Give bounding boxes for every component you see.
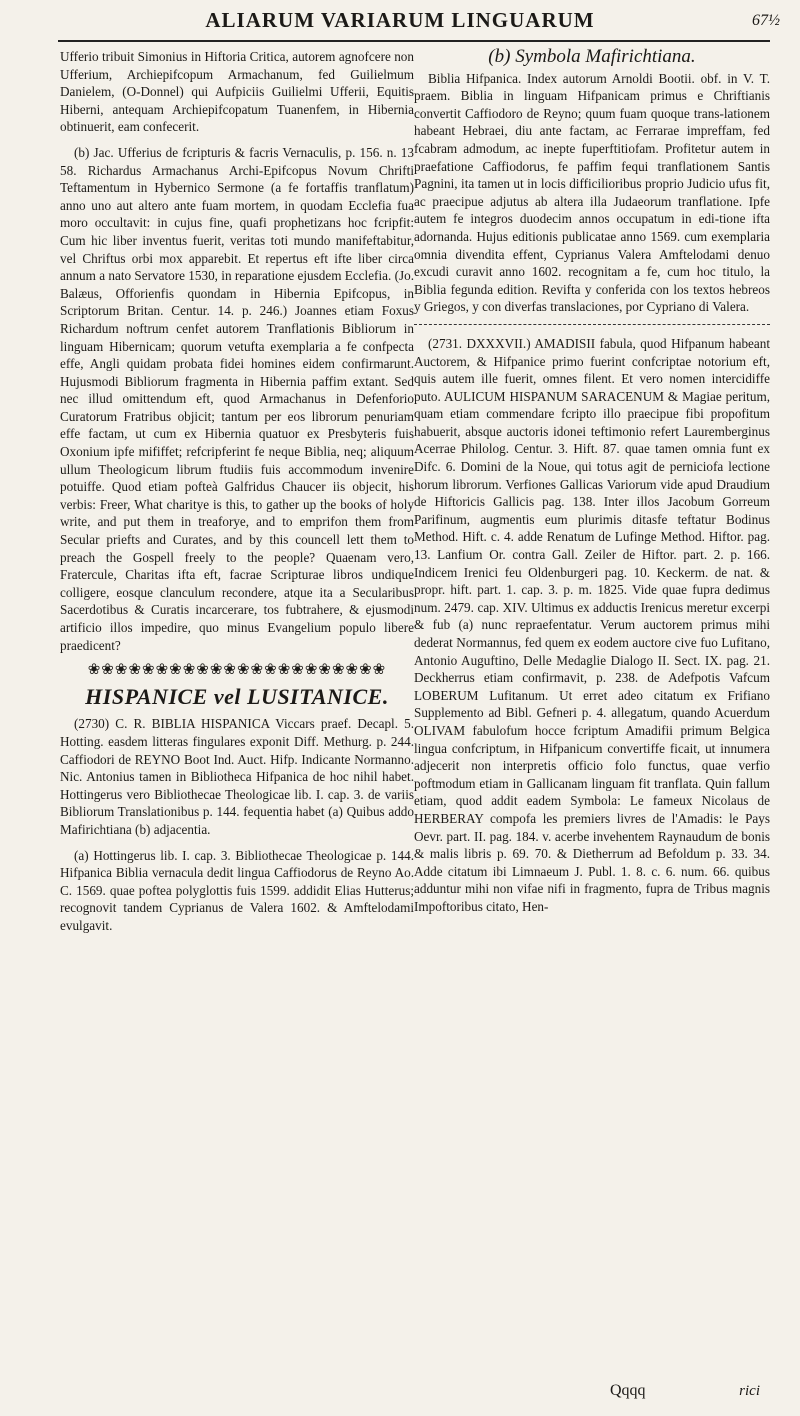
right-paragraph-1: Biblia Hifpanica. Index autorum Arnoldi Bootii. obf. in V. T. praem. Biblia in linguam Hifpanicam primus e Chriftianis convertit Caffiodoro de Reyno; quum fuam quoque trans-lationem habeant Hebraei, diu ante factam, ac Ferrarae impreffam, fed fcabram admodum, ac inepte fuperftitiofam. Profitetur autem in praefatione Caffiodorus, fe paffim fequi tranflationem Santis Pagnini, ita tamen ut in locis difficilioribus proprio Judicio ufus fit, ac praecipue adjutus ab altera illa Judaeorum tranflatione. Ipfe autem fe integros duodecim annos occupatum in edi-tione ifta adornanda. Hujus editionis publicatae anno 1569. cum exemplaria omnia divendita effent, Cyprianus Valera Amftelodami denuo excudi curavit anno 1602. recognitam a fe, cum hoc titulo, la Biblia fegunda edition. Revifta y conferida con los textos hebreos y Griegos, y con diverfas translaciones, por Cypriano di Valera. (414, 70, 770, 315)
left-paragraph-1: Ufferio tribuit Simonius in Hiftoria Critica, autorem agnofcere non Ufferium, Archiepifcopum Armachanum, fed Guilielmum Danielem, (O-Donnel) qui Aufpiciis Guilielmi Ufferii, Equitis Hiberni, antequam Archiepifcopatum Tuanenfem, in Hibernia obtinuerit, eam confecerit. (60, 49, 414, 135)
ornamental-band: ❀❀❀❀❀❀❀❀❀❀❀❀❀❀❀❀❀❀❀❀❀❀ (87, 662, 387, 679)
signature-mark: Qqqq (610, 1382, 646, 1399)
symbola-heading: (b) Symbola Mafirichtiana. (488, 46, 696, 67)
left-paragraph-3: (2730) C. R. BIBLIA HISPANICA Viccars praef. Decapl. 5. Hotting. easdem litteras fingulares exponit Diff. Methurg. p. 244. Caffiodori de REYNO Boot Ind. Auct. Hifp. Indicante Normanno. Nic. Antonius tamen in Bibliotheca Hifpanica de hoc nihil habet. Hottingerus vero Bibliothecae Theologicae lib. I. cap. 3. de variis Bibliorum Translationibus p. 144. fequentia habet (a) Quibus addo Mafirichtiana (b) adjacentia. (60, 716, 414, 837)
divider (414, 324, 770, 325)
page-number: 67½ (752, 12, 780, 29)
left-column (60, 48, 414, 943)
catchword: rici (739, 1383, 760, 1399)
left-footnote: (a) Hottingerus lib. I. cap. 3. Bibliothecae Theologicae p. 144. Hifpanica Biblia vernacula dedit lingua Caffiodorus de Reyno Ao. C. 1569. quae poftea polyglottis fuis 1599. addidit Elias Hutterus; recognovit tandem Cyprianus de Valera 1602. & Amftelodami evulgavit. (60, 847, 414, 933)
section-heading: HISPANICE vel LUSITANICE. (85, 683, 389, 709)
right-column (414, 48, 770, 924)
running-head: ALIARUM VARIARUM LINGUARUM (205, 8, 595, 32)
header-rule (58, 40, 770, 42)
right-paragraph-2: (2731. DXXXVII.) AMADISII fabula, quod Hifpanum habeant Auctorem, & Hifpanice primo fuerint confcriptae notorium eft, quis autem ille fuerit, omnes filent. Et vero nomen intercidiffe puto. AULICUM HISPANUM SARACENUM & Magiae peritum, quam etiam commendare fcripto illo praecipue fibi propofitum habuerit, absque auctoris idonei teftimonio refert Lauremberginus Acerrae Philolog. Centur. 3. Hift. 87. quae tamen omnia funt ex Difc. 6. Domini de la Noue, qui totus agit de perniciofa lectione horum librorum. Verfiones Gallicas Variorum vide apud Draudium de Hiftoricis Gallicis pag. 138. Inter illos Jacobum Gorreum Parifinum, augmentis eum plurimis ditasfe teftatur Bodinus Method. Hift. c. 4. adde Renatum de Lufinge Method. Hiftor. pag. 13. Lanfium Or. contra Gall. Zeiler de Hiftor. part. 2. p. 166. Indicem Irenici feu Oldenburgeri pag. 10. Keckerm. de nat. & propr. hift. part. 1. cap. 3. p. m. 1825. Vide quae fupra dedimus num. 2479. cap. XIV. Ultimus ex adductis Irenicus meretur excerpi & fub (a) nunc repraefentatur. Verum auctorem primus mihi dederat Normannus, fed quem ex eodem auctore cive fuo Lufitano, Antonio Auguftino, Delle Medaglie Dialogo II. Sect. IX. pag. 21. Deckherrus etiam confirmavit, p. 238. de Adefpotis Vafcum LOBERUM Lufitanum. Ut erret adeo citatum ex Frifiano Supplemento ad Bibl. Gefneri p. 4. allegatum, quando Acuerdum OLIVAM fabulofum hocce fcriptum Amadifii primum Belgica lingua confcriptum, in Hifpanicum convertiffe ficait, ut innumera adjecerit non interpretis officio folo functus, quae verfio poftmodum etiam in Gallicanam linguam fit tranflata. Quin fallum etiam, quod addit eadem Symbola: Le fameux Nicolaus de HERBERAY compofa les premiers livres de l'Amadis: le Pays Oevr. part. II. pag. 184. v. acerbe invehentem Raynaudum de bonis & malis libris p. 69. 70. & Dietherrum ad Befoldum p. 33. 34. Adde citatum ibi Limnaeum J. Publ. 1. 8. c. 6. num. 66. quibus adduntur mihi non vifae nifi in fragmento, fupra de Tribus magnis Impoftoribus citato, Hen- (414, 335, 770, 914)
left-paragraph-2: (b) Jac. Ufferius de fcripturis & facris Vernaculis, p. 156. n. 13 58. Richardus Armachanus Archi-Epifcopus Novum Chrifti Teftamentum in Hybernico Sermone (a fe fortaffis tranflatum) anno uno aut altero ante fuam mortem, in quodam Ecclefia fua moro occultavit: in cujus fine, quafi prophetizans hoc fcripfit: Cum hic liber inventus fuerit, veritas toti mundo manifeftabitur, vel Chriftus orbi mox apparebit. Et repertus eft ifte liber circa annum a nato Servatore 1530, in reparatione ejusdem Ecclefia. (Jo. Balæus, Offorienfis quondam in Hibernia Epifcopus, in Scriptorum Britan. Centur. 14. p. 246.) Joannes etiam Foxus Richardum noftrum cenfet autorem Tranflationis Bibliorum in linguam Hibernicam; quorum vetufta exemplaria a fe confpecta effe, Angli quidam probata fidei homines eidem confirmarunt. Hujusmodi Bibliorum fragmenta in Hibernia paffim extant. Sed nec illud omittendum eft, quod Armachanus in Defenforio Curatorum Fratribus objicit; tantum per eos librorum penuriam effe factam, ut cum ex Hibernia quatuor ex Presbyteris fuis Oxonium ipfe mififfet; refcripferint fe neque Biblia, neq; aliquum ullum Theologicum librum ftudiis fuis accommodum invenire potuiffe. Quod etiam pofteà Galfridus Chaucer iis objecit, his verbis: Freer, What charitye is this, to gather up the books of holy write, and put them in treaforye, and to emprifon them from Secular priefts and Curates, and by this councell lett them to preach the Gospell freely to the people? Quaenam vero, Fratercule, Charitas ifta eft, facrae Scripturae libros undique colligere, eosque clanculum recondere, atque ita a Secularibus Sacerdotibus & Curatis incarcerare, tos fubtrahere, & ejusmodi artificio illos impedire, quo minus Evangelium populo libere praedicent? (60, 144, 414, 653)
